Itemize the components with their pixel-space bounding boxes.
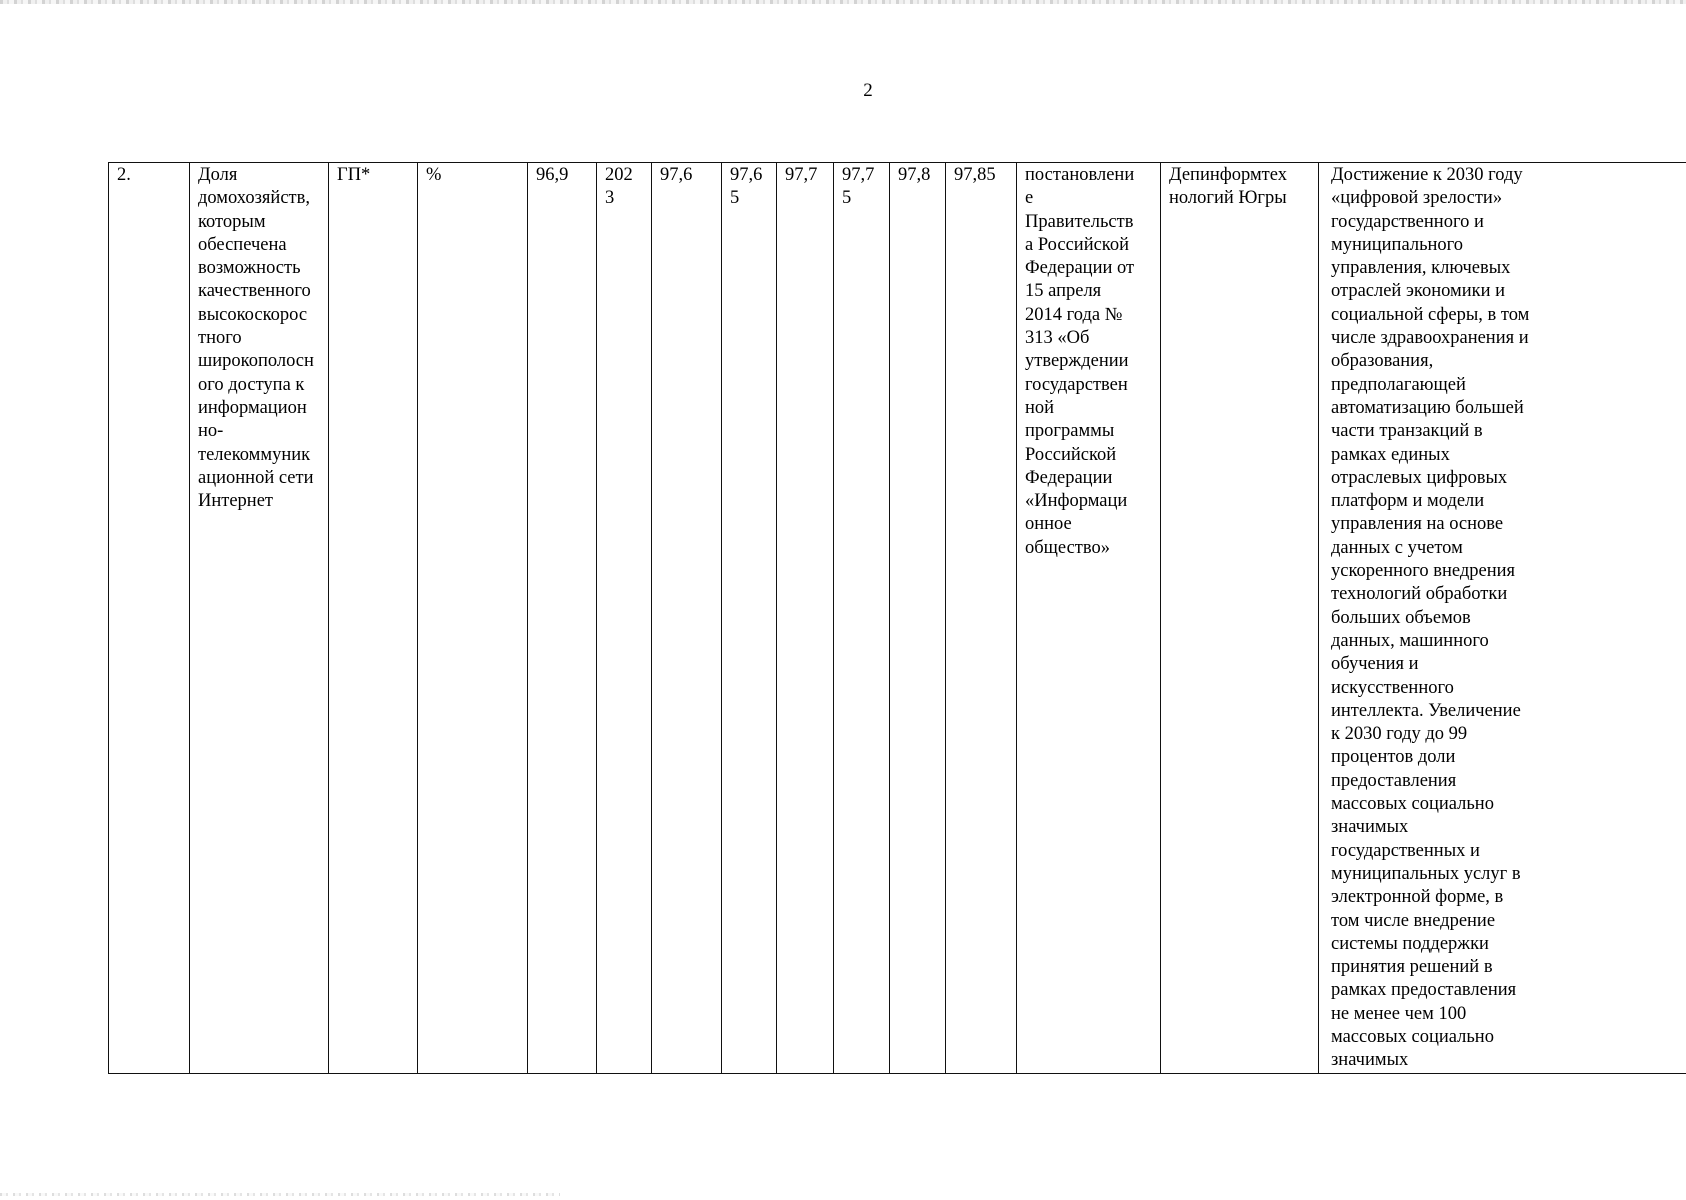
value-cell (946, 163, 1017, 1074)
goal-cell (1319, 163, 1686, 1074)
scan-edge-top (0, 0, 1686, 4)
target-value: 97,6 (660, 165, 693, 185)
unit-cell (418, 163, 528, 1074)
unit: % (426, 165, 442, 185)
target-value: 97,85 (954, 165, 996, 185)
responsible-cell (1161, 163, 1319, 1074)
source-document: постановлени е Правительств а Российской Федерации от 15 апреля 2014 года № 313 «Об утверждении государствен ной программы Российской Федерации «Информаци онное общество» (1025, 165, 1135, 558)
value-cell (652, 163, 722, 1074)
target-value: 97,7 (785, 165, 818, 185)
base-year-cell (597, 163, 652, 1074)
indicator-cell (190, 163, 329, 1074)
value-cell (834, 163, 890, 1074)
row-index-cell (109, 163, 190, 1074)
indicator-name: Доля домохозяйств, которым обеспечена возможность качественного высокоскорос тного широкополосн ого доступа к информацион но- телекоммуник ационной сети Интернет (198, 165, 314, 512)
type-cell (329, 163, 418, 1074)
page-number: 2 (863, 80, 873, 101)
value-cell (777, 163, 834, 1074)
target-value: 97,6 5 (730, 165, 763, 209)
row-index: 2. (117, 165, 131, 185)
base-value: 96,9 (536, 165, 569, 185)
scan-edge-bottom (0, 1193, 560, 1196)
value-cell (890, 163, 946, 1074)
document-cell (1017, 163, 1161, 1074)
target-value: 97,7 5 (842, 165, 875, 209)
base-year: 202 3 (605, 165, 633, 209)
target-value: 97,8 (898, 165, 931, 185)
national-goal: Достижение к 2030 году «цифровой зрелости» государственного и муниципального управления, ключевых отраслей экономики и социальной сферы, в том числе здравоохранения и образования, предполагающей автоматизацию большей части транзакций в рамках единых отраслевых цифровых платформ и модели управления на основе данных с учетом ускоренного внедрения технологий обработки больших объемов данных, машинного обучения и искусственного интеллекта. Увеличение к 2030 году до 99 процентов доли предоставления массовых социально значимых государственных и муниципальных услуг в электронной форме, в том числе внедрение системы поддержки принятия решений в рамках предоставления не менее чем 100 массовых социально значимых (1331, 165, 1530, 1071)
table-row (109, 163, 1686, 1074)
indicator-table (108, 162, 1686, 1074)
base-value-cell (528, 163, 597, 1074)
indicator-type: ГП* (337, 165, 371, 185)
responsible-body: Депинформтех нологий Югры (1169, 165, 1287, 209)
value-cell (722, 163, 777, 1074)
